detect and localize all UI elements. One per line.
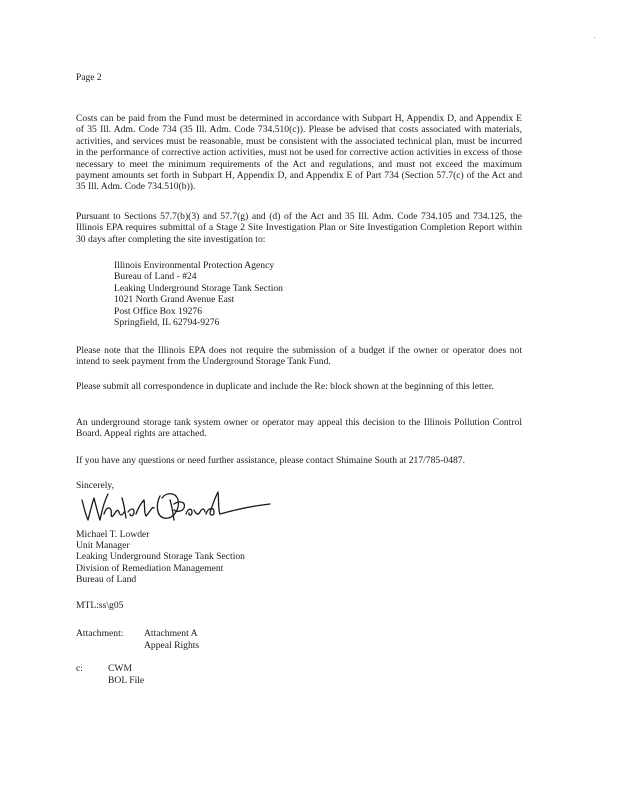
cc-item: BOL File — [108, 675, 145, 686]
address-line: Illinois Environmental Protection Agency — [114, 260, 275, 271]
cc-list — [108, 663, 144, 687]
page-number: Page 2 — [76, 73, 102, 83]
paragraph-duplicate-note: Please submit all correspondence in duplicate and include the Re: block shown at the beginning of this letter. — [76, 381, 494, 392]
typist-initials: MTL:ss\g05 — [76, 600, 124, 611]
cc-item: CWM — [108, 663, 132, 674]
attachment-list — [144, 628, 199, 652]
paragraph-contact: If you have any questions or need further assistance, please contact Shimaine South at 217/785-0487. — [76, 455, 465, 466]
paragraph-payment-costs: Costs can be paid from the Fund must be determined in accordance with Subpart H, Appendix D, and Appendix E of 35 Ill. Adm. Code 734 (35 Ill. Adm. Code 734.510(c)). Please be advised that costs associated with materials, activities, and services must be reasonable, must be consistent with the associated technical plan, must be incurred in the performance of corrective action activities, must not be used for corrective action activities in excess of those necessary to meet the minimum requirements of the Act and regulations, and must not exceed the maximum payment amounts set forth in Subpart H, Appendix D, and Appendix E of Part 734 (Section 57.7(c) of the Act and 35 Ill. Adm. Code 734.510(b)). — [76, 113, 522, 193]
address-line: Springfield, IL 62794-9276 — [114, 317, 220, 329]
signer-section: Leaking Underground Storage Tank Section — [76, 551, 245, 563]
address-line: Bureau of Land - #24 — [114, 271, 197, 283]
handwritten-signature — [74, 486, 274, 528]
attachment-label: Attachment: — [76, 628, 124, 639]
cc-label: c: — [76, 663, 83, 674]
address-line: Leaking Underground Storage Tank Section — [114, 282, 283, 294]
scan-speck: . — [594, 34, 596, 40]
paragraph-appeal-note: An underground storage tank system owner or operator may appeal this decision to the Illinois Pollution Control Board. Appeal rights are attached. — [76, 417, 522, 440]
paragraph-submittal-requirement: Pursuant to Sections 57.7(b)(3) and 57.7(g) and (d) of the Act and 35 Ill. Adm. Code 734.105 and 734.125, the Illinois EPA requires submittal of a Stage 2 Site Investigation Plan or Site Investigation Completion Report within 30 days after completing the site investigation to: — [76, 211, 522, 245]
signer-block — [76, 529, 245, 585]
attachment-item: Attachment A — [144, 628, 198, 639]
closing: Sincerely, — [76, 480, 115, 491]
mailing-address — [114, 260, 283, 328]
address-line: 1021 North Grand Avenue East — [114, 294, 235, 306]
signer-division: Division of Remediation Management — [76, 562, 224, 574]
paragraph-budget-note: Please note that the Illinois EPA does not require the submission of a budget if the owner or operator does not intend to seek payment from the Underground Storage Tank Fund. — [76, 345, 522, 368]
signer-title: Unit Manager — [76, 540, 130, 552]
address-line: Post Office Box 19276 — [114, 305, 203, 317]
signer-name: Michael T. Lowder — [76, 529, 150, 540]
attachment-item: Appeal Rights — [144, 640, 200, 651]
signer-bureau: Bureau of Land — [76, 573, 137, 585]
